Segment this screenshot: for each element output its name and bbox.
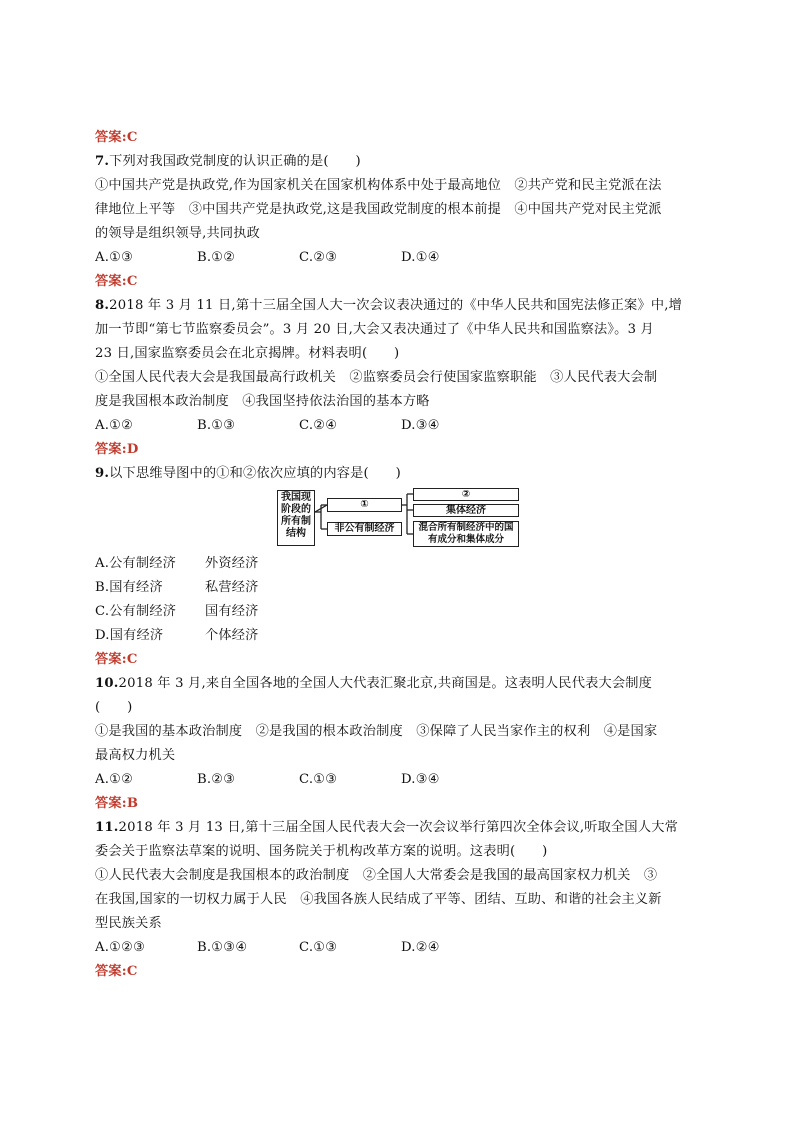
q8-options [95,414,705,438]
q8-number: 8. [95,298,110,313]
q7-option-d: D.①④ [401,250,440,265]
q11-line: ①人民代表大会制度是我国根本的政治制度 ②全国人大常委会是我国的最高国家权力机关 ③ [95,868,658,883]
q10-line: ①是我国的基本政治制度 ②是我国的根本政治制度 ③保障了人民当家作主的权利 ④是国家 [95,724,658,739]
q7-option-c: C.②③ [299,250,338,265]
mind-map-root: 我国现阶段的所有制结构 [277,490,315,546]
q7-option-a: A.①③ [95,250,134,265]
q11-option-a: A.①②③ [95,940,146,955]
q9-option-a-second: 外资经济 [205,556,259,571]
q7-option-b: B.①② [197,250,236,265]
q9-option-b-first: B.国有经济 [95,580,163,595]
q8-stem [95,294,705,318]
q11-line: 2018 年 3 月 13 日,第十三届全国人民代表大会一次会议举行第四次全体会议,听取全国人大常 [118,820,678,835]
q8-line: 23 日,国家监察委员会在北京揭牌。材料表明( ) [95,346,400,361]
q11-line: 型民族关系 [95,916,162,931]
q7-line: 律地位上平等 ③中国共产党是执政党,这是我国政党制度的根本前提 ④中国共产党对民主党派 [95,202,662,217]
q10-number: 10. [95,676,119,691]
q11-line: 委会关于监察法草案的说明、国务院关于机构改革方案的说明。这表明( ) [95,844,548,859]
document-page [95,126,705,984]
q9-option-c-first: C.公有制经济 [95,604,177,619]
q7-stem [95,150,705,174]
q11-stem [95,816,705,840]
q8-line: 2018 年 3 月 11 日,第十三届全国人大一次会议表决通过的《中华人民共和国宪法修正案》中,增 [109,298,682,313]
q7-number: 7. [95,154,110,169]
q8-line: ①全国人民代表大会是我国最高行政机关 ②监察委员会行使国家监察职能 ③人民代表大会制 [95,370,658,385]
q8-line: 度是我国根本政治制度 ④我国坚持依法治国的基本方略 [95,394,430,409]
mind-map [277,488,527,548]
q10-stem [95,672,705,696]
q7-stem-text: 下列对我国政党制度的认识正确的是( ) [109,154,361,169]
q9-option-d [95,624,705,648]
q11-option-b: B.①③④ [197,940,248,955]
q9-option-a [95,552,705,576]
q9-option-c-second: 国有经济 [205,604,259,619]
q10-line: 2018 年 3 月,来自全国各地的全国人大代表汇聚北京,共商国是。这表明人民代表大会制度 [118,676,653,691]
q9-option-b-second: 私营经济 [205,580,259,595]
q9-option-d-first: D.国有经济 [95,628,164,643]
mind-map-branch-1: ① [327,498,402,512]
q8-option-d: D.③④ [401,418,440,433]
q11-line: 在我国,国家的一切权力属于人民 ④我国各族人民结成了平等、团结、互助、和谐的社会主义新 [95,892,662,907]
q8-option-a: A.①② [95,418,134,433]
q7-answer: 答案:C [95,274,138,289]
q10-line: 最高权力机关 [95,748,176,763]
mind-map-leaf-1: ② [413,488,519,501]
mind-map-branch-2: 非公有制经济 [327,522,402,536]
q11-answer: 答案:C [95,964,138,979]
q10-option-a: A.①② [95,772,134,787]
q9-option-b [95,576,705,600]
q8-line: 加一节即“第七节监察委员会”。3 月 20 日,大会又表决通过了《中华人民共和国监察法》。3 月 [95,322,654,337]
q8-option-b: B.①③ [197,418,236,433]
q10-option-b: B.②③ [197,772,236,787]
q7-line: 的领导是组织领导,共同执政 [95,226,261,241]
q9-option-a-first: A.公有制经济 [95,556,177,571]
q8-option-c: C.②④ [299,418,338,433]
q11-number: 11. [95,820,119,835]
q9-stem-text: 以下思维导图中的①和②依次应填的内容是( ) [109,466,401,481]
q11-option-c: C.①③ [299,940,338,955]
q10-options [95,768,705,792]
q9-stem [95,462,705,486]
q11-option-d: D.②④ [401,940,440,955]
q9-answer: 答案:C [95,652,138,667]
q9-option-c [95,600,705,624]
q10-option-c: C.①③ [299,772,338,787]
q8-answer: 答案:D [95,442,139,457]
q10-option-d: D.③④ [401,772,440,787]
q7-options [95,246,705,270]
q9-option-d-second: 个体经济 [205,628,259,643]
mind-map-leaf-3: 混合所有制经济中的国有成分和集体成分 [413,521,519,547]
q6-answer: 答案:C [95,130,138,145]
q7-line: ①中国共产党是执政党,作为国家机关在国家机构体系中处于最高地位 ②共产党和民主党派在法 [95,178,662,193]
q10-answer: 答案:B [95,796,139,811]
q11-options [95,936,705,960]
q9-number: 9. [95,466,110,481]
mind-map-leaf-2: 集体经济 [413,504,519,517]
q10-line: ( ) [95,700,133,715]
